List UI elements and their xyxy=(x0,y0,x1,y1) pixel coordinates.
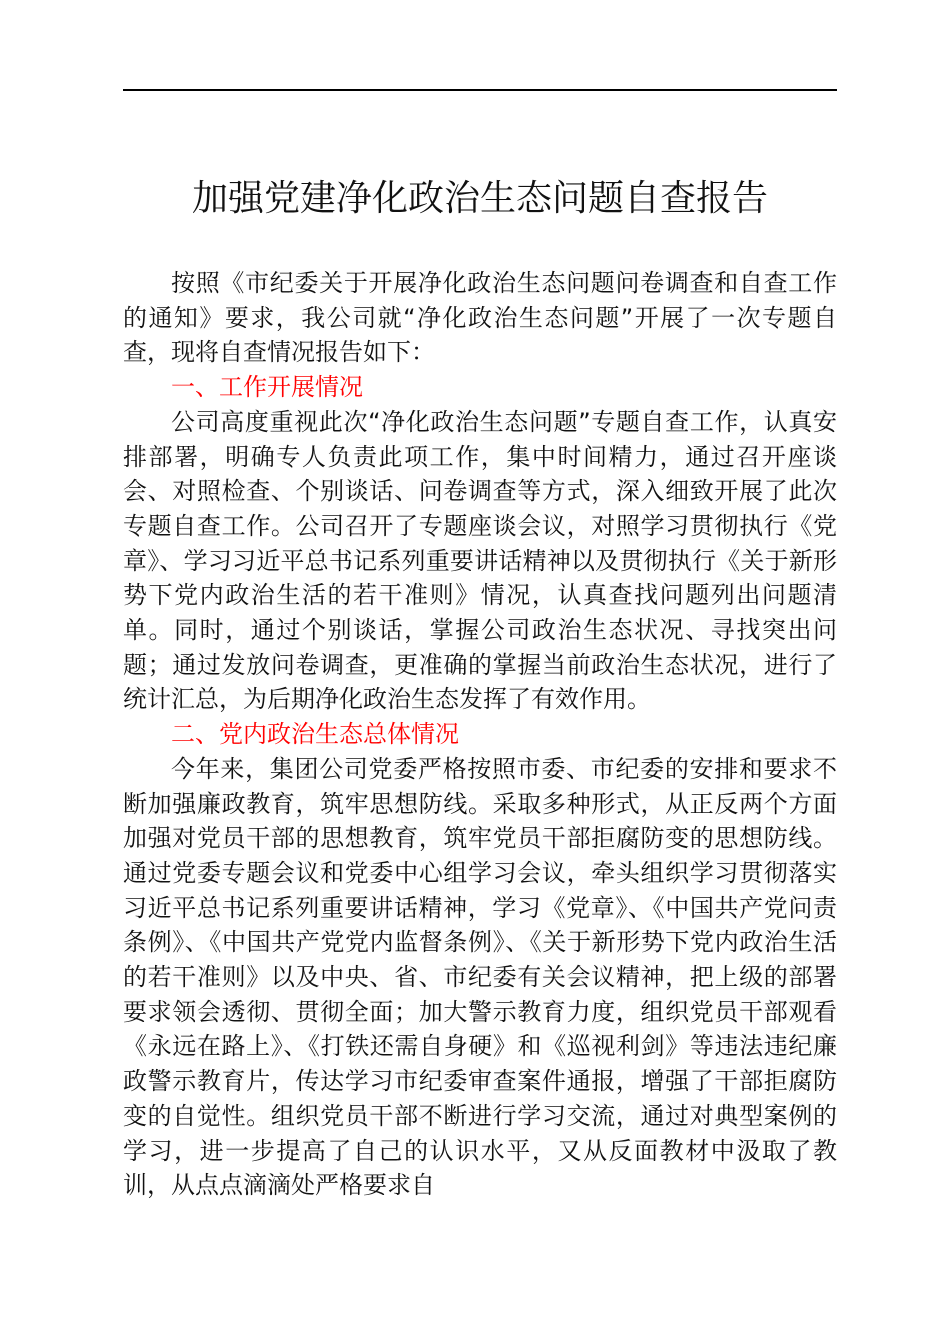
section-paragraph-2: 今年来，集团公司党委严格按照市委、市纪委的安排和要求不断加强廉政教育，筑牢思想防线。采取多种形式，从正反两个方面加强对党员干部的思想教育，筑牢党员干部拒腐防变的思想防线。通过党委专题会议和党委中心组学习会议，牵头组织学习贯彻落实习近平总书记系列重要讲话精神，学习《党章》、《中国共产党问责条例》、《中国共产党党内监督条例》、《关于新形势下党内政治生活的若干准则》以及中央、省、市纪委有关会议精神，把上级的部署要求领会透彻、贯彻全面；加大警示教育力度，组织党员干部观看《永远在路上》、《打铁还需自身硬》和《巡视利剑》等违法违纪廉政警示教育片，传达学习市纪委审查案件通报，增强了干部拒腐防变的自觉性。组织党员干部不断进行学习交流，通过对典型案例的学习，进一步提高了自己的认识水平，又从反面教材中汲取了教训，从点点滴滴处严格要求自 xyxy=(123,754,837,1200)
section-heading-2: 二、党内政治生态总体情况 xyxy=(171,720,459,749)
section-heading-1: 一、工作开展情况 xyxy=(171,373,363,402)
intro-paragraph: 按照《市纪委关于开展净化政治生态问题问卷调查和自查工作的通知》要求，我公司就“净化政治生态问题”开展了一次专题自查，现将自查情况报告如下： xyxy=(123,269,837,367)
document-body xyxy=(123,266,837,1203)
document-title: 加强党建净化政治生态问题自查报告 xyxy=(191,178,768,219)
section-paragraph-1: 公司高度重视此次“净化政治生态问题”专题自查工作，认真安排部署，明确专人负责此项工作，集中时间精力，通过召开座谈会、对照检查、个别谈话、问卷调查等方式，深入细致开展了此次专题自查工作。公司召开了专题座谈会议，对照学习贯彻执行《党章》、学习习近平总书记系列重要讲话精神以及贯彻执行《关于新形势下党内政治生活的若干准则》情况，认真查找问题列出问题清单。同时，通过个别谈话，掌握公司政治生态状况、寻找突出问题；通过发放问卷调查，更准确的掌握当前政治生态状况，进行了统计汇总，为后期净化政治生态发挥了有效作用。 xyxy=(123,407,837,714)
header-rule xyxy=(123,89,837,91)
